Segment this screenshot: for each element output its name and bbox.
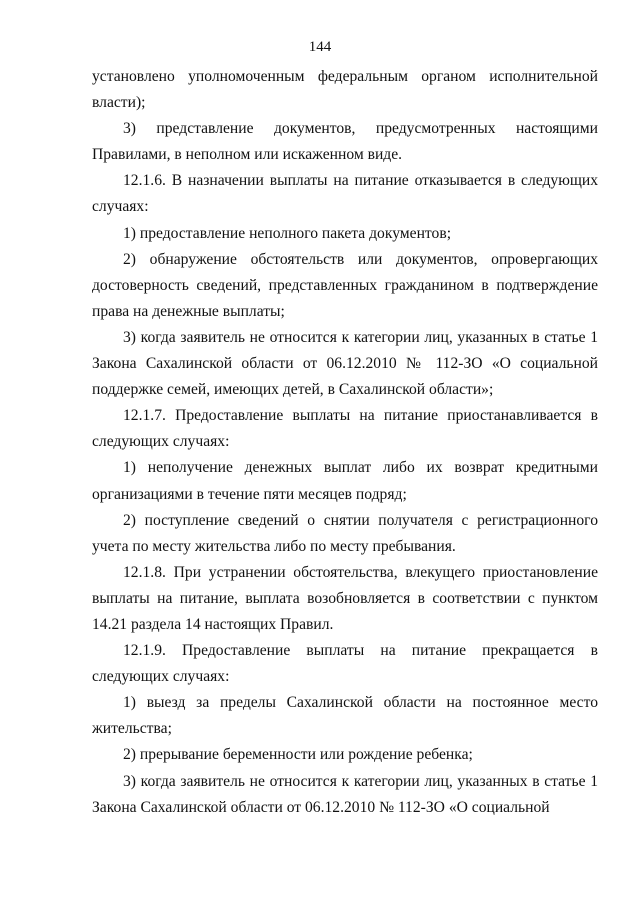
paragraph: 1) неполучение денежных выплат либо их возврат кредитными организациями в течение пяти месяцев подряд; — [92, 459, 598, 503]
paragraph: 1) выезд за пределы Сахалинской области на постоянное место жительства; — [92, 694, 598, 738]
paragraph: 2) прерывание беременности или рождение ребенка; — [123, 746, 473, 764]
document-body — [92, 64, 598, 821]
paragraph: 12.1.8. При устранении обстоятельства, влекущего приостановление выплаты на питание, выплата возобновляется в соответствии с пунктом 14.21 раздела 14 настоящих Правил. — [92, 563, 598, 633]
paragraph: 1) предоставление неполного пакета документов; — [123, 224, 452, 242]
paragraph: 12.1.7. Предоставление выплаты на питание приостанавливается в следующих случаях: — [92, 407, 598, 451]
paragraph: 12.1.6. В назначении выплаты на питание отказывается в следующих случаях: — [92, 172, 598, 216]
paragraph: 3) когда заявитель не относится к категории лиц, указанных в статье 1 Закона Сахалинской области от 06.12.2010 № 112-ЗО «О социальной — [92, 772, 598, 816]
paragraph: 2) поступление сведений о снятии получателя с регистрационного учета по месту жительства либо по месту пребывания. — [92, 511, 598, 555]
paragraph: 3) когда заявитель не относится к категории лиц, указанных в статье 1 Закона Сахалинской области от 06.12.2010 № 112-ЗО «О социальной поддержке семей, имеющих детей, в Сахалинской области»; — [92, 328, 598, 399]
paragraph: 12.1.9. Предоставление выплаты на питание прекращается в следующих случаях: — [92, 642, 598, 686]
paragraph: 2) обнаружение обстоятельств или документов, опровергающих достоверность сведений, представленных гражданином в подтверждение права на денежные выплаты; — [92, 250, 598, 320]
page-number: 144 — [308, 39, 332, 55]
paragraph: установлено уполномоченным федеральным органом исполнительной власти); — [92, 68, 598, 112]
paragraph: 3) представление документов, предусмотренных настоящими Правилами, в неполном или искаженном виде. — [92, 120, 598, 164]
